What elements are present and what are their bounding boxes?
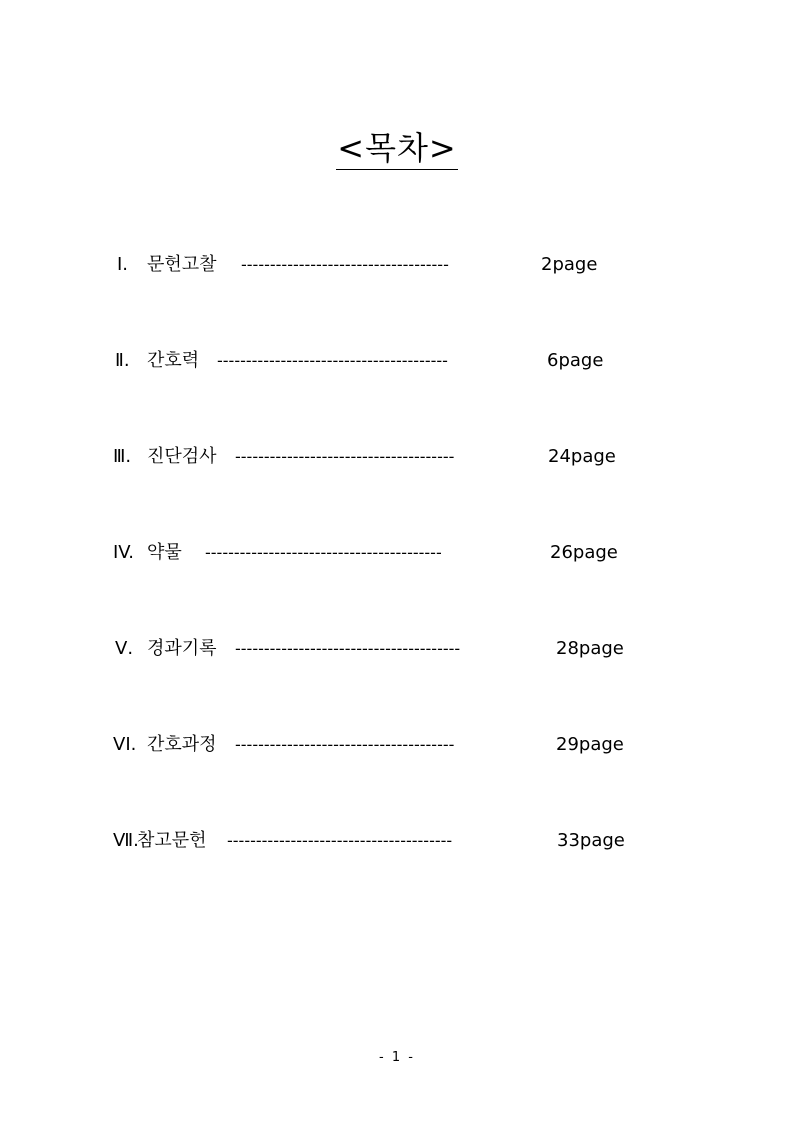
toc-entry-numeral: Ⅶ. — [113, 830, 139, 851]
toc-entry-label: 참고문헌 — [137, 830, 207, 851]
toc-entry-page: 28page — [556, 638, 624, 659]
toc-entry-page: 26page — [550, 542, 618, 563]
toc-entry-label: 약물 — [147, 542, 182, 563]
toc-entry-page: 6page — [547, 350, 604, 371]
toc-entry-leader: --------------------------------------- — [235, 639, 461, 658]
toc-entry-label: 간호력 — [147, 350, 200, 371]
toc-entry-page: 33page — [557, 830, 625, 851]
page-title-container — [0, 128, 794, 170]
toc-entry-label: 문헌고찰 — [147, 254, 217, 275]
toc-entry-numeral: IV. — [113, 542, 135, 563]
toc-entry-numeral: Ⅱ. — [115, 350, 130, 371]
toc-entry-leader: -------------------------------------- — [235, 735, 455, 754]
toc-entry-label: 경과기록 — [147, 638, 217, 659]
toc-entry-leader: --------------------------------------- — [227, 831, 453, 850]
toc-entry-page: 2page — [541, 254, 598, 275]
toc-entry-leader: -------------------------------------- — [235, 447, 455, 466]
toc-entry-numeral: VI. — [113, 734, 137, 755]
toc-entry-leader: ---------------------------------------- — [217, 351, 448, 370]
page-title: <목차> — [336, 128, 457, 170]
toc-entry-leader: ------------------------------------ — [241, 255, 449, 274]
toc-entry-numeral: Ⅴ. — [115, 638, 134, 659]
page-number-footer: - 1 - — [379, 1050, 415, 1065]
toc-entry-numeral: Ⅰ. — [117, 254, 129, 275]
toc-entry-label: 간호과정 — [147, 734, 217, 755]
toc-entry-page: 29page — [556, 734, 624, 755]
toc-entry-page: 24page — [548, 446, 616, 467]
toc-entry-numeral: Ⅲ. — [113, 446, 132, 467]
toc-entry-label: 진단검사 — [147, 446, 217, 467]
toc-entry-leader: ----------------------------------------- — [205, 543, 442, 562]
